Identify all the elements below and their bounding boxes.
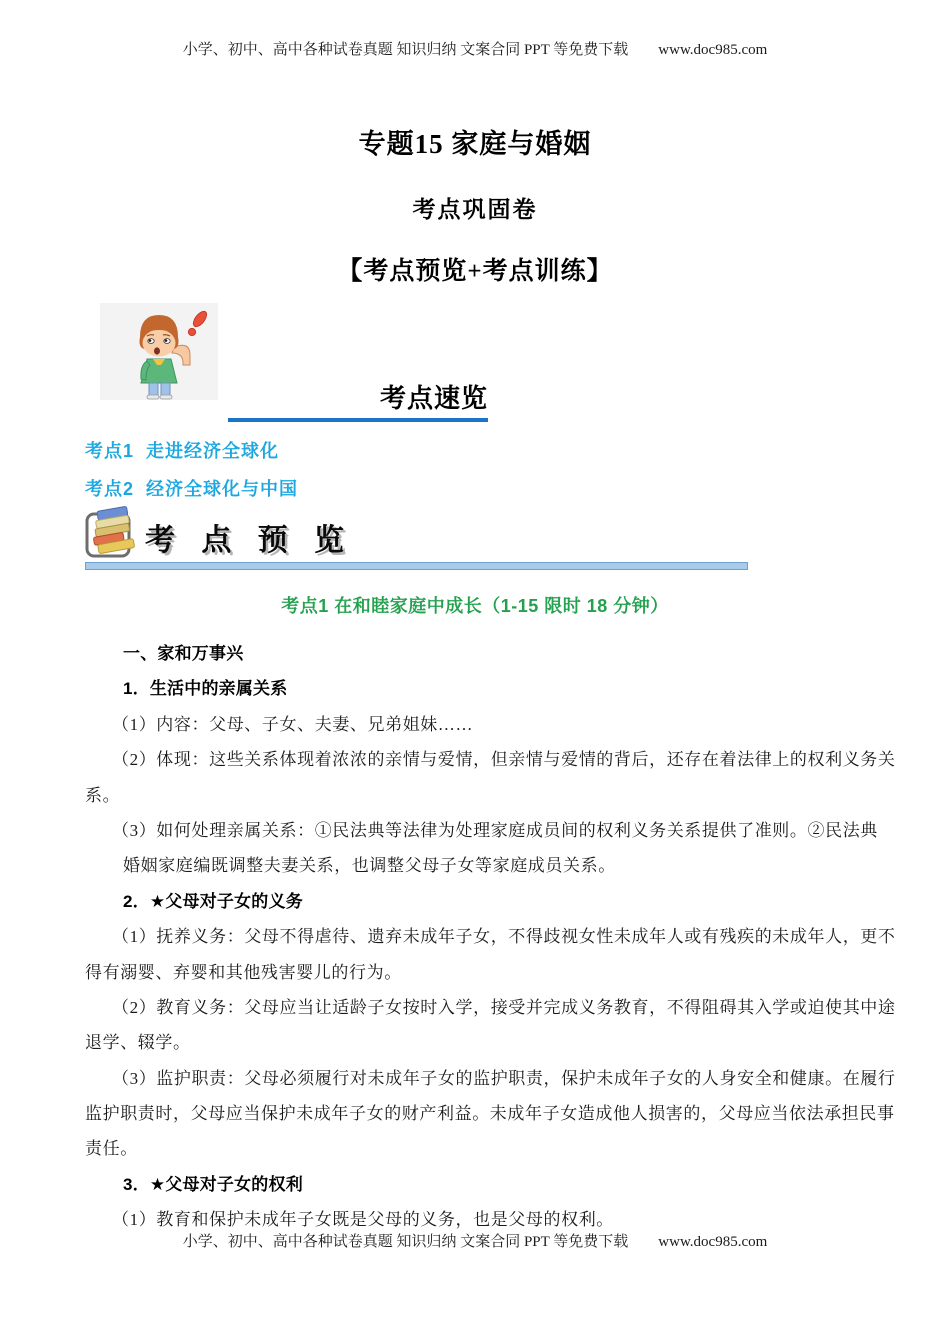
text-line: （2）教育义务：父母应当让适龄子女按时入学，接受并完成义务教育，不得阻碍其入学或迫使其中途 bbox=[112, 997, 896, 1017]
footer-site-url: www.doc985.com bbox=[658, 1234, 768, 1250]
text-line: 1．生活中的亲属关系 bbox=[123, 679, 288, 699]
thinking-boy-image bbox=[100, 303, 218, 400]
document-bracket-title: 【考点预览+考点训练】 bbox=[337, 258, 613, 285]
header-promo-text: 小学、初中、高中各种试卷真题 知识归纳 文案合同 PPT 等免费下载 bbox=[182, 42, 629, 58]
page-header bbox=[0, 38, 950, 59]
text-line: 系。 bbox=[85, 785, 121, 805]
text-line: 责任。 bbox=[85, 1139, 138, 1159]
quickview-item-1 bbox=[85, 437, 279, 463]
text-line: 3．★父母对子女的权利 bbox=[123, 1174, 303, 1194]
text-line: （1）教育和保护未成年子女既是父母的义务，也是父母的权利。 bbox=[112, 1210, 614, 1230]
text-line: （2）体现：这些关系体现着浓浓的亲情与爱情，但亲情与爱情的背后，还存在着法律上的权利义务关 bbox=[112, 750, 896, 770]
text-line: （1）抚养义务：父母不得虐待、遗弃未成年子女，不得歧视女性未成年人或有残疾的未成年人，更不 bbox=[112, 927, 896, 947]
text-line: （3）如何处理亲属关系：①民法典等法律为处理家庭成员间的权利义务关系提供了准则。②民法典 bbox=[112, 820, 878, 840]
preview-section-header bbox=[85, 504, 353, 562]
exam-point-heading: 考点1 在和睦家庭中成长（1-15 限时 18 分钟） bbox=[281, 596, 669, 616]
page-footer bbox=[0, 1230, 950, 1251]
content-lines bbox=[85, 636, 895, 1238]
header-site-url: www.doc985.com bbox=[658, 42, 768, 58]
text-line: （1）内容：父母、子女、夫妻、兄弟姐妹…… bbox=[112, 714, 474, 734]
text-line: （3）监护职责：父母必须履行对未成年子女的监护职责，保护未成年子女的人身安全和健康。在履行 bbox=[112, 1068, 896, 1088]
text-line: 退学、辍学。 bbox=[85, 1033, 191, 1053]
text-line: 一、家和万事兴 bbox=[123, 644, 244, 663]
text-line: 监护职责时，父母应当保护未成年子女的财产利益。未成年子女造成他人损害的，父母应当依法承担民事 bbox=[85, 1104, 895, 1124]
quickview-item-2 bbox=[85, 475, 298, 501]
quickview-item-2-text: 经济全球化与中国 bbox=[146, 479, 299, 499]
preview-section-title: 考 点 预 览 bbox=[145, 524, 354, 557]
text-line: 得有溺婴、弃婴和其他残害婴儿的行为。 bbox=[85, 962, 402, 982]
quickview-item-2-label: 考点2 bbox=[85, 479, 135, 499]
quickview-item-1-text: 走进经济全球化 bbox=[146, 441, 280, 461]
footer-promo-text: 小学、初中、高中各种试卷真题 知识归纳 文案合同 PPT 等免费下载 bbox=[182, 1234, 629, 1250]
quickview-item-1-label: 考点1 bbox=[85, 441, 135, 461]
document-title: 专题15 家庭与婚姻 bbox=[358, 129, 592, 159]
text-line: 2．★父母对子女的义务 bbox=[123, 891, 303, 911]
text-line: 婚姻家庭编既调整夫妻关系，也调整父母子女等家庭成员关系。 bbox=[123, 856, 616, 876]
quick-view-title: 考点速览 bbox=[228, 378, 488, 422]
book-stack-icon bbox=[85, 504, 139, 562]
thinking-boy-illustration bbox=[100, 303, 218, 400]
section-divider-bar bbox=[85, 562, 748, 570]
document-subtitle: 考点巩固卷 bbox=[412, 197, 538, 222]
